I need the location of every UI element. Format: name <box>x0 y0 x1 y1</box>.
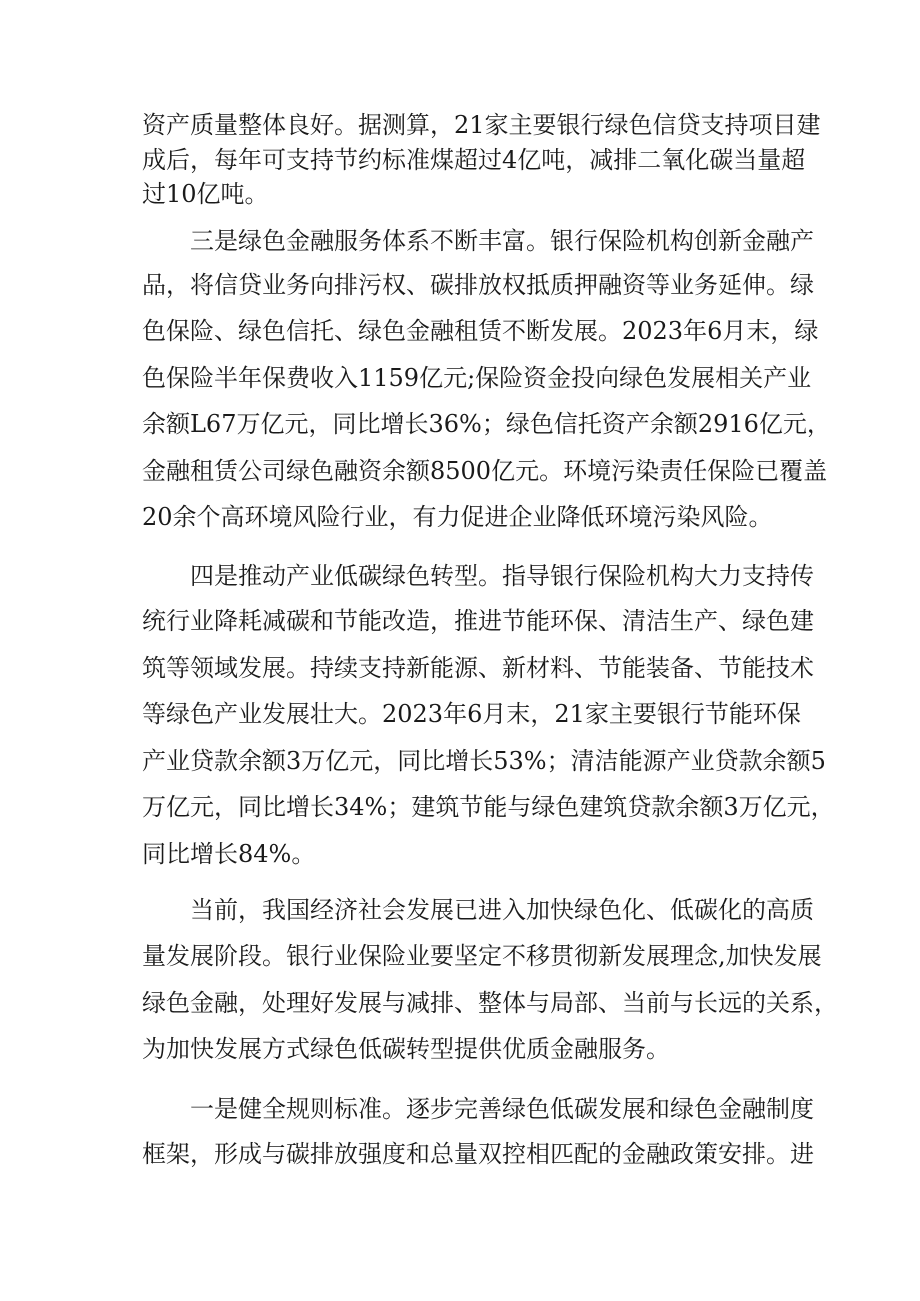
text-line: 20余个高环境风险行业，有力促进企业降低环境污染风险。 <box>142 503 773 531</box>
paragraph-first-line: 一是健全规则标准。逐步完善绿色低碳发展和绿色金融制度 <box>190 1095 814 1123</box>
text-line: 产业贷款余额3万亿元，同比增长53%；清洁能源产业贷款余额5 <box>142 747 826 775</box>
text-line: 金融租赁公司绿色融资余额8500亿元。环境污染责任保险已覆盖 <box>142 457 828 485</box>
text-line: 色保险半年保费收入1159亿元;保险资金投向绿色发展相关产业 <box>142 364 812 392</box>
paragraph-first-line: 三是绿色金融服务体系不断丰富。银行保险机构创新金融产 <box>190 227 814 255</box>
text-line: 等绿色产业发展壮大。2023年6月末，21家主要银行节能环保 <box>142 700 801 728</box>
text-line: 绿色金融，处理好发展与减排、整体与局部、当前与长远的关系， <box>142 989 838 1017</box>
text-line: 余额L67万亿元，同比增长36%；绿色信托资产余额2916亿元， <box>142 410 831 438</box>
paragraph-first-line: 当前，我国经济社会发展已进入加快绿色化、低碳化的高质 <box>190 896 814 924</box>
text-line: 色保险、绿色信托、绿色金融租赁不断发展。2023年6月末，绿 <box>142 317 819 345</box>
text-line: 同比增长84%。 <box>142 840 316 868</box>
text-line: 万亿元，同比增长34%；建筑节能与绿色建筑贷款余额3万亿元， <box>142 793 835 821</box>
text-line: 品，将信贷业务向排污权、碳排放权抵质押融资等业务延伸。绿 <box>142 271 814 299</box>
text-line: 框架，形成与碳排放强度和总量双控相匹配的金融政策安排。进 <box>142 1140 814 1168</box>
text-line: 统行业降耗减碳和节能改造，推进节能环保、清洁生产、绿色建 <box>142 607 814 635</box>
text-line: 过10亿吨。 <box>142 180 269 208</box>
text-line: 成后，每年可支持节约标准煤超过4亿吨，减排二氧化碳当量超 <box>142 146 806 174</box>
text-line: 筑等领域发展。持续支持新能源、新材料、节能装备、节能技术 <box>142 654 814 682</box>
text-line: 资产质量整体良好。据测算，21家主要银行绿色信贷支持项目建 <box>142 111 821 139</box>
text-line: 为加快发展方式绿色低碳转型提供优质金融服务。 <box>142 1035 670 1063</box>
text-line: 量发展阶段。银行业保险业要坚定不移贯彻新发展理念,加快发展 <box>142 942 822 970</box>
paragraph-first-line: 四是推动产业低碳绿色转型。指导银行保险机构大力支持传 <box>190 562 814 590</box>
